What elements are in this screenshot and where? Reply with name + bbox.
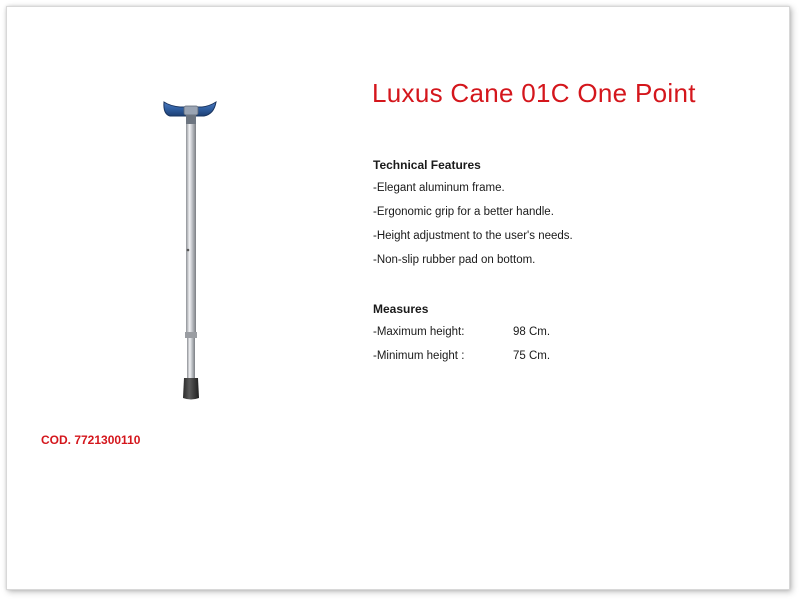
feature-item: -Elegant aluminum frame. xyxy=(373,182,505,194)
cane-image xyxy=(150,92,230,404)
product-code: COD. 7721300110 xyxy=(41,433,141,447)
feature-item: -Ergonomic grip for a better handle. xyxy=(373,206,554,218)
technical-features-heading: Technical Features xyxy=(373,158,481,172)
product-title: Luxus Cane 01C One Point xyxy=(372,78,696,108)
measures-heading: Measures xyxy=(373,302,429,316)
feature-item: -Non-slip rubber pad on bottom. xyxy=(373,254,536,266)
measure-value: 75 Cm. xyxy=(513,350,551,362)
measure-label: -Maximum height: xyxy=(373,326,465,338)
measure-label: -Minimum height : xyxy=(373,350,465,362)
feature-item: -Height adjustment to the user's needs. xyxy=(373,230,573,242)
measure-value: 98 Cm. xyxy=(513,326,551,338)
